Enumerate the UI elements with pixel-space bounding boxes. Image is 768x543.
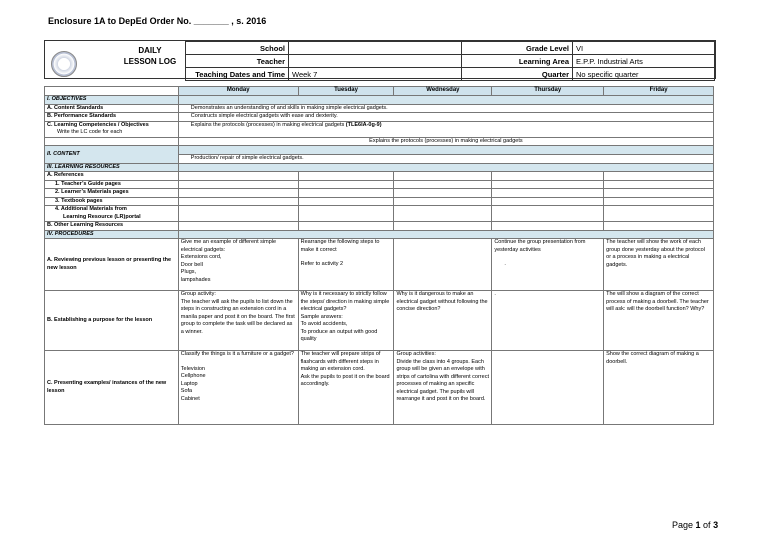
competencies-sub: Write the LC code for each xyxy=(57,129,123,135)
cell-line: To avoid accidents, xyxy=(300,321,348,327)
textbook-pages-label: 3. Textbook pages xyxy=(45,197,179,206)
lm-pages-label: 2. Learner’s Materials pages xyxy=(45,189,179,198)
cell-line: Why is it necessary to strictly follow the steps/ direction in making simple electrical gadgets? xyxy=(300,291,390,312)
quarter-value: No specific quarter xyxy=(573,68,715,81)
quarter-label: Quarter xyxy=(462,68,573,81)
objectives-fill xyxy=(178,96,713,105)
grade-level-value: VI xyxy=(573,42,715,55)
cell-line: Group activity: xyxy=(180,291,216,297)
log-title-line1: DAILY xyxy=(138,46,162,55)
log-title xyxy=(105,45,195,67)
procedure-b-text: Establishing a purpose for the lesson xyxy=(54,316,153,323)
empty-cell xyxy=(298,197,394,206)
empty-cell xyxy=(492,206,604,222)
competencies-repeat-row xyxy=(45,137,714,146)
empty-cell xyxy=(604,172,714,181)
competencies-label: C. Learning Competencies / Objectives xyxy=(47,121,149,128)
procedure-row-a xyxy=(45,239,714,291)
other-resources-label: B. Other Learning Resources xyxy=(45,222,179,231)
resources-title: III. LEARNING RESOURCES xyxy=(45,163,179,172)
cell-line: Divide the class into 4 groups. Each group will be given an envelope with strips of cartolina with different correct processes of making an specific electrical gadget. The pupils will rearrange it and post it on the board. xyxy=(396,358,489,402)
empty-cell xyxy=(394,206,492,222)
competencies-repeat: Explains the protocols (processes) in making electrical gadgets xyxy=(178,137,713,146)
empty-cell xyxy=(178,206,298,222)
cell-line: Cellphone xyxy=(180,373,206,379)
procedure-c-label xyxy=(45,351,179,425)
cell-line: Plugs, xyxy=(180,269,197,275)
procedure-a-prefix: A. xyxy=(47,257,53,263)
deped-seal-icon xyxy=(51,51,77,77)
procedure-b-thursday xyxy=(492,291,604,351)
procedure-a-text: Reviewing previous lesson or presenting the new lesson xyxy=(47,257,172,271)
empty-cell xyxy=(298,172,394,181)
cell-line: Cabinet xyxy=(180,395,200,402)
corner-cell xyxy=(45,87,179,96)
content-standards-text: Demonstrates an understanding of and skills in making simple electrical gadgets. xyxy=(178,104,713,113)
empty-cell xyxy=(178,180,298,189)
page-number xyxy=(672,520,718,530)
cell-line: Give me an example of different simple electrical gadgets: xyxy=(180,239,277,253)
performance-standards-label: B. Performance Standards xyxy=(45,113,179,122)
empty-cell xyxy=(492,222,604,231)
procedure-b-prefix: B. xyxy=(47,316,53,323)
procedures-title: IV. PROCEDURES xyxy=(45,230,179,239)
procedure-a-monday xyxy=(178,239,298,291)
cell-line: Continue the group presentation from yesterday activities xyxy=(494,239,586,253)
cell-line: Sample answers: xyxy=(300,313,343,320)
resources-row xyxy=(45,163,714,172)
procedure-a-friday xyxy=(604,239,714,291)
procedure-b-monday xyxy=(178,291,298,351)
enclosure-title: Enclosure 1A to DepEd Order No. _______ , s. 2016 xyxy=(48,16,267,26)
cell-line: Sofa xyxy=(180,388,193,394)
cell-line: . xyxy=(504,261,506,267)
content-fill xyxy=(178,146,713,155)
header-row xyxy=(186,55,715,68)
procedures-fill xyxy=(178,230,713,239)
dates-label: Teaching Dates and Time xyxy=(186,68,289,81)
page-of: of xyxy=(700,520,714,530)
page-current: 1 xyxy=(695,520,701,530)
lesson-table xyxy=(44,86,714,425)
empty-cell xyxy=(394,180,492,189)
cell-line: Television xyxy=(180,365,205,372)
performance-standards-text: Constructs simple electrical gadgets with ease and dexterity. xyxy=(178,113,713,122)
empty-cell xyxy=(394,189,492,198)
page-prefix: Page xyxy=(672,520,696,530)
school-value xyxy=(289,42,462,55)
cell-line: Door bell xyxy=(180,261,203,268)
competencies-text-cell xyxy=(178,121,713,137)
empty-cell xyxy=(394,197,492,206)
competencies-code: (TLE6IA-0g-9) xyxy=(345,121,382,128)
additional-materials-cell xyxy=(45,206,179,222)
lesson-log-header xyxy=(44,40,716,79)
procedure-c-monday xyxy=(178,351,298,425)
competencies-text: Explains the protocols (processes) in making electrical gadgets xyxy=(190,121,345,128)
empty-cell xyxy=(298,206,394,222)
references-label: A. References xyxy=(45,172,179,181)
lr-portal-label: Learning Resource (LR)portal xyxy=(63,213,141,220)
content-text: Production/ repair of simple electrical gadgets. xyxy=(178,155,713,164)
cell-spacer xyxy=(181,359,296,366)
content-standards-label: A. Content Standards xyxy=(45,104,179,113)
cell-line: Rearrange the following steps to make it correct xyxy=(300,239,380,253)
school-label: School xyxy=(186,42,289,55)
empty-cell xyxy=(394,172,492,181)
cell-line: The teacher will show the work of each group done yesterday about the protocol or a process in making a electrical gadgets. xyxy=(606,239,705,268)
cell-line: Group activities: xyxy=(396,351,436,357)
empty-cell xyxy=(298,222,394,231)
empty-cell xyxy=(604,189,714,198)
dates-value: Week 7 xyxy=(289,68,462,81)
header-row xyxy=(186,42,715,55)
cell-line: The teacher will prepare strips of flashcards with different steps in making an extension cord. xyxy=(300,351,381,372)
procedure-c-prefix: C. xyxy=(47,380,53,386)
log-title-line2: LESSON LOG xyxy=(123,57,177,66)
empty-cell xyxy=(298,189,394,198)
competencies-label-cell xyxy=(45,121,179,137)
day-friday: Friday xyxy=(604,87,714,96)
content-standards-row xyxy=(45,104,714,113)
procedure-b-wednesday xyxy=(394,291,492,351)
day-header-row xyxy=(45,87,714,96)
cell-line: Refer to activity 2 xyxy=(300,261,344,267)
cell-line: To produce an output with good quality xyxy=(300,328,378,342)
tg-pages-label: 1. Teacher’s Guide pages xyxy=(45,180,179,189)
empty-label-cell xyxy=(45,137,179,146)
header-table xyxy=(185,41,715,81)
tg-pages-row xyxy=(45,180,714,189)
empty-cell xyxy=(492,189,604,198)
procedure-c-friday xyxy=(604,351,714,425)
competencies-row xyxy=(45,121,714,137)
procedure-a-wednesday xyxy=(394,239,492,291)
references-row xyxy=(45,172,714,181)
cell-line: lampshades xyxy=(180,276,211,283)
objectives-row xyxy=(45,96,714,105)
content-section-row xyxy=(45,146,714,155)
teacher-value xyxy=(289,55,462,68)
day-tuesday: Tuesday xyxy=(298,87,394,96)
cell-line: Extensions cord, xyxy=(180,254,222,260)
cell-spacer xyxy=(494,254,601,261)
additional-materials-label: 4. Additional Materials from xyxy=(55,206,127,212)
resources-fill xyxy=(178,163,713,172)
procedure-row-c xyxy=(45,351,714,425)
learning-area-value: E.P.P. Industrial Arts xyxy=(573,55,715,68)
empty-cell xyxy=(178,172,298,181)
lm-pages-row xyxy=(45,189,714,198)
empty-cell xyxy=(604,222,714,231)
procedure-b-friday xyxy=(604,291,714,351)
procedure-c-thursday xyxy=(492,351,604,425)
cell-line: The teacher will ask the pupils to list down the steps in constructing an extension cord in a manila paper and post it on the board. The first group to complete the task will be declared as a winner. xyxy=(180,298,295,335)
empty-cell xyxy=(492,180,604,189)
additional-materials-row xyxy=(45,206,714,222)
empty-cell xyxy=(394,222,492,231)
empty-cell xyxy=(604,206,714,222)
day-thursday: Thursday xyxy=(492,87,604,96)
procedure-b-tuesday xyxy=(298,291,394,351)
empty-cell xyxy=(178,197,298,206)
day-wednesday: Wednesday xyxy=(394,87,492,96)
performance-standards-row xyxy=(45,113,714,122)
cell-line: . xyxy=(494,291,496,297)
empty-cell xyxy=(178,189,298,198)
procedures-row xyxy=(45,230,714,239)
empty-cell xyxy=(492,172,604,181)
cell-line: Why is it dangerous to make an electrical gadget without following the concise direction? xyxy=(396,291,488,312)
cell-line: Ask the pupils to post it on the board accordingly. xyxy=(300,373,390,387)
content-title: II. CONTENT xyxy=(45,146,179,164)
procedure-a-thursday xyxy=(492,239,604,291)
header-row xyxy=(186,68,715,81)
procedure-a-tuesday xyxy=(298,239,394,291)
procedure-c-wednesday xyxy=(394,351,492,425)
cell-line: Classify the things is it a furniture or a gadget? xyxy=(180,351,294,357)
cell-line: Laptop xyxy=(180,380,198,387)
empty-cell xyxy=(178,222,298,231)
empty-cell xyxy=(492,197,604,206)
procedure-c-tuesday xyxy=(298,351,394,425)
grade-level-label: Grade Level xyxy=(462,42,573,55)
other-resources-row xyxy=(45,222,714,231)
procedure-b-label xyxy=(45,291,179,351)
procedure-a-label xyxy=(45,239,179,291)
day-monday: Monday xyxy=(178,87,298,96)
cell-spacer xyxy=(301,254,392,261)
objectives-title: I. OBJECTIVES xyxy=(45,96,179,105)
cell-line: Show the correct diagram of making a doorbell. xyxy=(606,351,699,365)
empty-cell xyxy=(298,180,394,189)
cell-line: The will show a diagram of the correct process of making a doorbell. The teacher will ask: will the doorbell function? Why? xyxy=(606,291,709,312)
page-total: 3 xyxy=(713,520,719,530)
empty-cell xyxy=(604,180,714,189)
textbook-pages-row xyxy=(45,197,714,206)
procedure-row-b xyxy=(45,291,714,351)
empty-cell xyxy=(604,197,714,206)
learning-area-label: Learning Area xyxy=(462,55,573,68)
teacher-label: Teacher xyxy=(186,55,289,68)
procedure-c-text: Presenting examples/ instances of the new lesson xyxy=(47,380,167,394)
